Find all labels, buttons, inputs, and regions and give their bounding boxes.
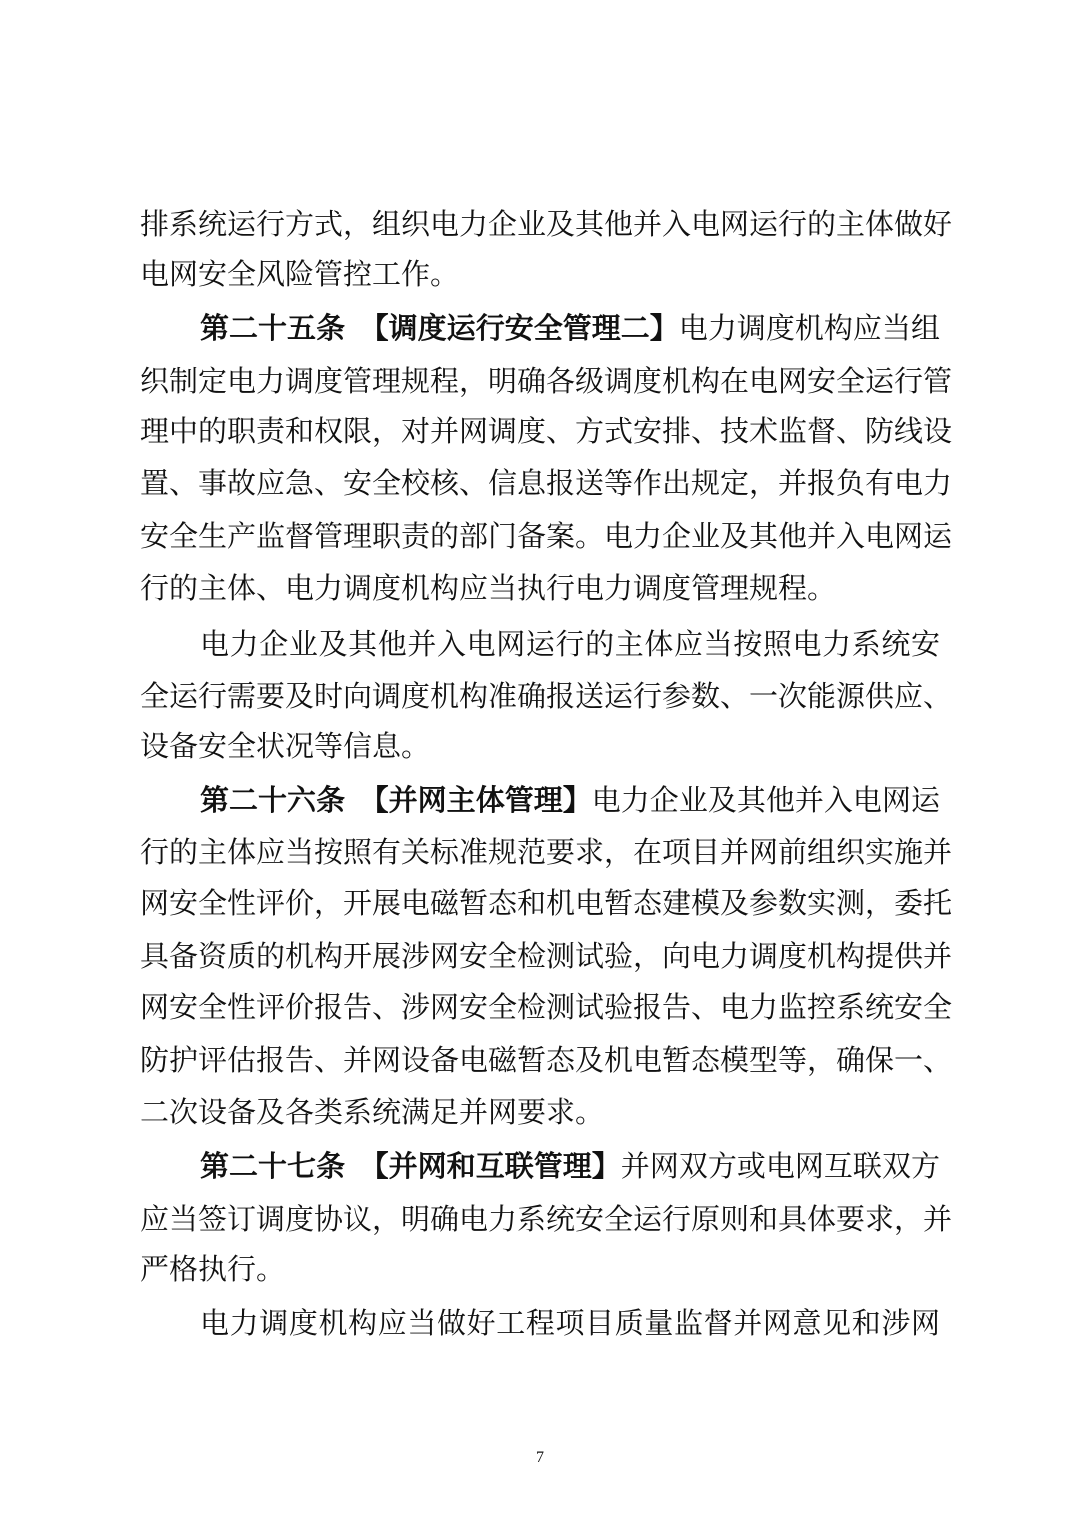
article-number: 第二十七条 bbox=[200, 1149, 346, 1183]
article-text: 并网双方或电网互联双方 bbox=[620, 1149, 940, 1183]
article-heading-27 bbox=[200, 1146, 940, 1186]
body-line: 置、事故应急、安全校核、信息报送等作出规定，并报负有电力 bbox=[140, 466, 953, 500]
article-title: 【并网主体管理】 bbox=[374, 783, 592, 817]
article-heading-25 bbox=[200, 308, 940, 348]
article-title: 【调度运行安全管理二】 bbox=[374, 311, 679, 345]
body-line: 排系统运行方式，组织电力企业及其他并入电网运行的主体做好 bbox=[140, 207, 953, 241]
body-line: 具备资质的机构开展涉网安全检测试验，向电力调度机构提供并 bbox=[140, 939, 953, 973]
article-number: 第二十六条 bbox=[200, 783, 346, 817]
body-line: 理中的职责和权限，对并网调度、方式安排、技术监督、防线设 bbox=[140, 414, 953, 448]
article-text: 电力调度机构应当组 bbox=[678, 311, 940, 345]
body-line: 网安全性评价报告、涉网安全检测试验报告、电力监控系统安全 bbox=[140, 990, 953, 1024]
body-line: 严格执行。 bbox=[140, 1252, 286, 1286]
body-line: 行的主体、电力调度机构应当执行电力调度管理规程。 bbox=[140, 571, 837, 605]
article-number: 第二十五条 bbox=[200, 311, 346, 345]
paragraph-start: 电力调度机构应当做好工程项目质量监督并网意见和涉网 bbox=[200, 1306, 940, 1340]
article-heading-26 bbox=[200, 780, 940, 820]
body-line: 网安全性评价，开展电磁暂态和机电暂态建模及参数实测，委托 bbox=[140, 886, 953, 920]
body-line: 应当签订调度协议，明确电力系统安全运行原则和具体要求，并 bbox=[140, 1202, 953, 1236]
body-line: 全运行需要及时向调度机构准确报送运行参数、一次能源供应、 bbox=[140, 679, 953, 713]
body-line: 行的主体应当按照有关标准规范要求，在项目并网前组织实施并 bbox=[140, 835, 953, 869]
body-line: 二次设备及各类系统满足并网要求。 bbox=[140, 1095, 605, 1129]
paragraph-start: 电力企业及其他并入电网运行的主体应当按照电力系统安 bbox=[200, 627, 940, 661]
body-line: 防护评估报告、并网设备电磁暂态及机电暂态模型等，确保一、 bbox=[140, 1043, 953, 1077]
body-line: 织制定电力调度管理规程，明确各级调度机构在电网安全运行管 bbox=[140, 364, 953, 398]
body-line: 设备安全状况等信息。 bbox=[140, 729, 431, 763]
body-line: 安全生产监督管理职责的部门备案。电力企业及其他并入电网运 bbox=[140, 519, 953, 553]
article-title: 【并网和互联管理】 bbox=[374, 1149, 621, 1183]
page-number: 7 bbox=[536, 1449, 544, 1466]
body-line: 电网安全风险管控工作。 bbox=[140, 257, 460, 291]
article-text: 电力企业及其他并入电网运 bbox=[591, 783, 940, 817]
